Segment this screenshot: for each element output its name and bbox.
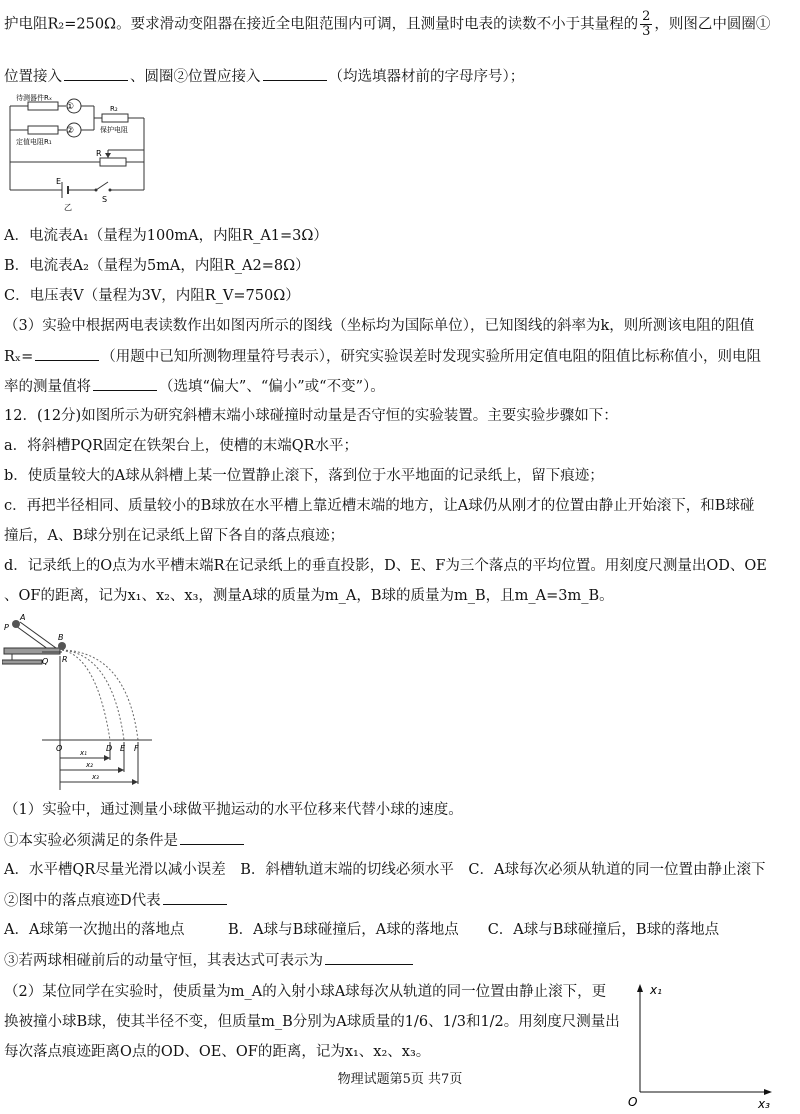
axes-figure — [620, 980, 790, 1114]
para-line-1 — [4, 10, 770, 39]
text-segment: （1）实验中，通过测量小球做平抛运动的水平位移来代替小球的速度。 — [4, 802, 463, 818]
label-r2: R₂ — [110, 105, 118, 113]
condition-2 — [4, 890, 229, 911]
fraction-denominator: 3 — [642, 24, 651, 39]
text-segment: d．记录纸上的O点为水平槽末端R在记录纸上的垂直投影，D、E、F为三个落点的平均位置。用刻度尺测量出OD、OE — [4, 558, 767, 574]
part3-line-3 — [4, 376, 385, 397]
meter-2-label: ② — [65, 126, 75, 136]
text-segment: 、圆圈②位置应接入 — [130, 69, 261, 85]
apparatus-figure — [2, 612, 162, 796]
fraction-numerator: 2 — [642, 9, 651, 24]
text-segment: 撞后，A、B球分别在记录纸上留下各自的落点痕迹； — [4, 528, 345, 544]
figure-caption: 乙 — [64, 203, 72, 212]
answer-blank[interactable] — [263, 66, 327, 81]
label-x3: x₃ — [92, 773, 99, 781]
answer-blank[interactable] — [180, 830, 244, 845]
label-r: R — [62, 655, 68, 664]
label-d: D — [106, 744, 113, 753]
text-segment: ②图中的落点痕迹D代表 — [4, 893, 161, 909]
part2-line-3 — [4, 1042, 430, 1062]
answer-blank[interactable] — [163, 890, 227, 905]
part2-line-2 — [4, 1012, 620, 1032]
condition-2-options — [4, 920, 719, 940]
label-o: O — [56, 744, 63, 753]
text-segment: （3）实验中根据两电表读数作出如图丙所示的图线（坐标均为国际单位），已知图线的斜率为k，则所测该电阻的阻值 — [4, 318, 755, 334]
question-12-title — [4, 406, 618, 426]
step-c-line-1 — [4, 496, 754, 516]
answer-blank[interactable] — [93, 376, 157, 391]
part2-line-1 — [4, 982, 606, 1002]
text-segment: A．水平槽QR尽量光滑以减小误差 B．斜槽轨道末端的切线必须水平 C．A球每次必须从轨道的同一位置由静止滚下 — [4, 862, 766, 878]
step-a — [4, 436, 358, 456]
label-s: S — [102, 195, 108, 204]
part3-line-1 — [4, 316, 754, 336]
part1-intro — [4, 800, 463, 820]
apparatus-diagram — [2, 612, 162, 792]
x-axis-label: x₃ — [758, 1097, 770, 1110]
text-segment: b．使质量较大的A球从斜槽上某一位置静止滚下，落到位于水平地面的记录纸上，留下痕迹； — [4, 468, 604, 484]
condition-1 — [4, 830, 246, 851]
step-d-line-1 — [4, 556, 767, 576]
axes-diagram — [620, 980, 790, 1110]
condition-3 — [4, 950, 415, 971]
page-footer: 物理试题第5页 共7页 — [337, 1072, 463, 1087]
label-a: A — [20, 613, 26, 622]
text-segment: （均选填器材前的字母序号）； — [328, 69, 525, 85]
step-c-line-2 — [4, 526, 344, 546]
label-e: E — [56, 177, 62, 186]
label-r1: 定值电阻R₁ — [16, 138, 52, 146]
step-d-line-2 — [4, 586, 614, 606]
label-r: R — [96, 149, 102, 158]
fraction — [640, 10, 652, 39]
y-axis-label: x₁ — [650, 983, 662, 997]
text-segment: ③若两球相碰前后的动量守恒，其表达式可表示为 — [4, 953, 323, 969]
circuit-figure-yi — [4, 92, 154, 216]
step-b — [4, 466, 604, 486]
meter-1-label: ① — [65, 102, 75, 112]
text-segment: 护电阻R₂=250Ω。要求滑动变阻器在接近全电阻范围内可调，且测量时电表的读数不小于其量程的 — [4, 16, 639, 33]
label-rx: 待测器件Rₓ — [16, 94, 52, 102]
part3-line-2 — [4, 346, 761, 367]
condition-1-options — [4, 860, 766, 880]
text-segment: 每次落点痕迹距离O点的OD、OE、OF的距离，记为x₁、x₂、x₃。 — [4, 1044, 431, 1060]
text-segment: 率的测量值将 — [4, 379, 91, 395]
label-x1: x₁ — [80, 749, 87, 757]
text-segment: 12．(12分)如图所示为研究斜槽末端小球碰撞时动量是否守恒的实验装置。主要实验步骤如下： — [4, 408, 618, 424]
text-segment: Rₓ= — [4, 349, 34, 365]
answer-blank[interactable] — [35, 346, 99, 361]
text-segment: 换被撞小球B球，使其半径不变，但质量m_B分别为A球质量的1/6、1/3和1/2。用刻度尺测量出 — [4, 1014, 620, 1030]
text-segment: ①本实验必须满足的条件是 — [4, 833, 178, 849]
text-segment: 、OF的距离，记为x₁、x₂、x₃，测量A球的质量为m_A，B球的质量为m_B，且m_A=3m_B。 — [4, 588, 614, 604]
text-segment: A．A球第一次抛出的落地点 B．A球与B球碰撞后，A球的落地点 C．A球与B球碰撞后，B球的落地点 — [4, 922, 720, 938]
option-b — [4, 256, 310, 276]
text-segment: （2）某位同学在实验时，使质量为m_A的入射小球A球每次从轨道的同一位置由静止滚下，更 — [4, 984, 607, 1000]
text-segment: 位置接入 — [4, 69, 62, 85]
text-segment: ，则图乙中圆圈① — [654, 16, 771, 33]
origin-label: O — [628, 1095, 638, 1109]
label-p: P — [4, 623, 9, 632]
option-b-text: B．电流表A₂（量程为5mA，内阻R_A2=8Ω） — [4, 258, 310, 274]
label-r2-sub: 保护电阻 — [100, 126, 128, 134]
text-segment: c．再把半径相同、质量较小的B球放在水平槽上靠近槽末端的地方，让A球仍从刚才的位置由静止开始滚下，和B球碰 — [4, 498, 755, 514]
para-line-2 — [4, 66, 524, 87]
text-segment: a．将斜槽PQR固定在铁架台上，使槽的末端QR水平； — [4, 438, 359, 454]
label-e: E — [120, 744, 126, 753]
label-b: B — [58, 633, 64, 642]
circuit-diagram — [4, 92, 154, 212]
option-c — [4, 286, 300, 306]
option-a-text: A．电流表A₁（量程为100mA，内阻R_A1=3Ω） — [4, 228, 328, 244]
answer-blank[interactable] — [325, 950, 413, 965]
label-x2: x₂ — [86, 761, 93, 769]
option-c-text: C．电压表V（量程为3V，内阻R_V=750Ω） — [4, 288, 300, 304]
text-segment: （用题中已知所测物理量符号表示），研究实验误差时发现实验所用定值电阻的阻值比标称值小，则电阻 — [101, 349, 761, 365]
label-q: Q — [42, 657, 49, 666]
label-f: F — [134, 744, 139, 753]
answer-blank[interactable] — [64, 66, 128, 81]
text-segment: （选填“偏大”、“偏小”或“不变”）。 — [159, 379, 385, 395]
option-a — [4, 226, 328, 246]
